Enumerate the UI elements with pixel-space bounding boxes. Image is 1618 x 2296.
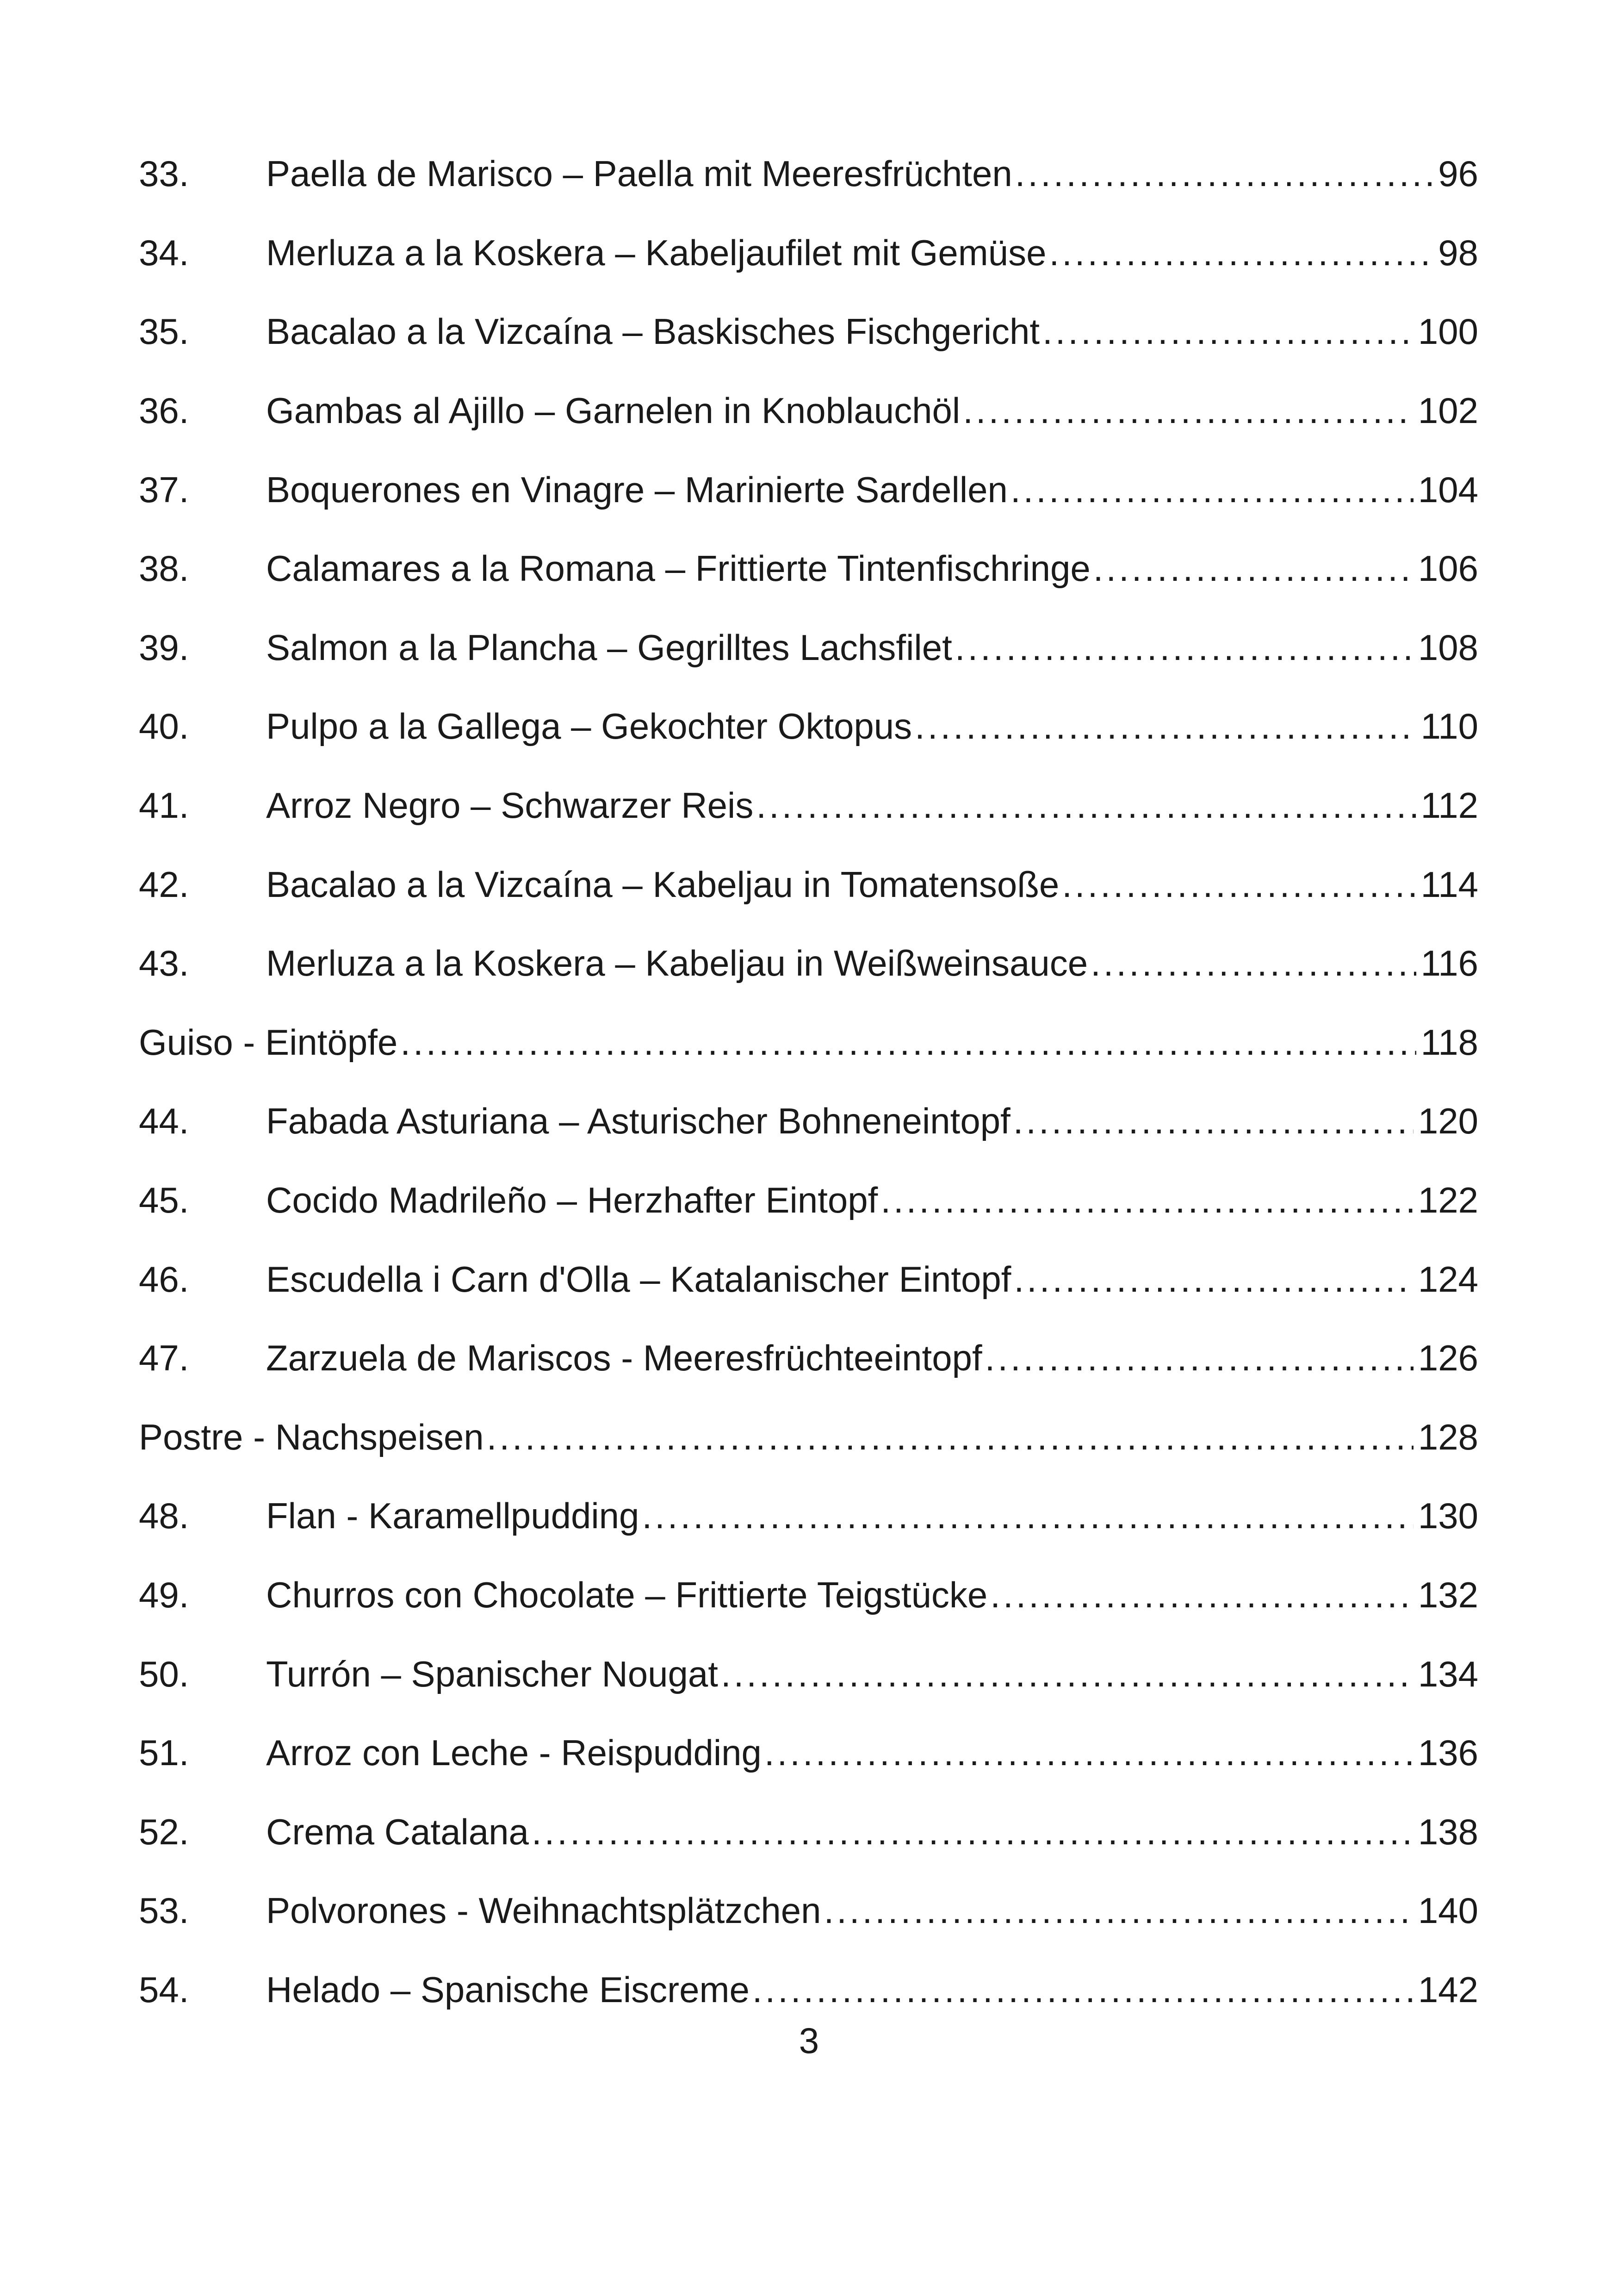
toc-entry xyxy=(139,213,1478,292)
toc-entry-number: 36. xyxy=(139,390,189,431)
toc-entry-page: 142 xyxy=(1418,1969,1478,2010)
dot-leader xyxy=(752,1972,1413,2008)
toc-entry-page: 110 xyxy=(1420,706,1478,747)
dot-leader xyxy=(955,629,1413,666)
dot-leader xyxy=(1049,235,1433,271)
toc-entry-page: 126 xyxy=(1418,1338,1478,1379)
toc-entry-page: 138 xyxy=(1418,1811,1478,1852)
dot-leader xyxy=(1010,472,1413,508)
toc-entry xyxy=(139,766,1478,845)
toc-entry-number: 54. xyxy=(139,1969,189,2010)
dot-leader xyxy=(824,1892,1413,1929)
toc-entry-title: Calamares a la Romana – Frittierte Tintenfischringe xyxy=(266,548,1091,589)
toc-entry-number: 42. xyxy=(139,864,189,905)
toc-entry-title: Arroz con Leche - Reispudding xyxy=(266,1732,762,1773)
toc-entry-title: Fabada Asturiana – Asturischer Bohneneintopf xyxy=(266,1101,1010,1142)
toc-entry-page: 112 xyxy=(1420,785,1478,826)
dot-leader xyxy=(1091,945,1416,981)
toc-entry-number: 38. xyxy=(139,548,189,589)
toc-entry-title: Helado – Spanische Eiscreme xyxy=(266,1969,750,2010)
dot-leader xyxy=(1042,313,1413,349)
toc-entry xyxy=(139,608,1478,687)
toc-entry xyxy=(139,1713,1478,1792)
toc-entry xyxy=(139,450,1478,529)
toc-entry-number: 37. xyxy=(139,469,189,510)
toc-entry-page: 108 xyxy=(1418,627,1478,668)
dot-leader xyxy=(963,392,1413,429)
toc-entry-number: 50. xyxy=(139,1653,189,1694)
toc-entry-number: 53. xyxy=(139,1890,189,1931)
toc-entry-title: Postre - Nachspeisen xyxy=(139,1416,484,1457)
toc-entry-number: 35. xyxy=(139,311,189,352)
toc-entry-page: 120 xyxy=(1418,1101,1478,1142)
toc-entry-number: 52. xyxy=(139,1811,189,1852)
toc-entry-title: Crema Catalana xyxy=(266,1811,529,1852)
table-of-contents xyxy=(139,134,1478,2029)
toc-entry-title: Boquerones en Vinagre – Marinierte Sardellen xyxy=(266,469,1008,510)
toc-entry-title: Zarzuela de Mariscos - Meeresfrüchteeintopf xyxy=(266,1338,982,1379)
toc-entry xyxy=(139,1792,1478,1871)
toc-entry-page: 100 xyxy=(1418,311,1478,352)
toc-entry-title: Escudella i Carn d'Olla – Katalanischer Eintopf xyxy=(266,1258,1011,1300)
toc-entry xyxy=(139,1082,1478,1161)
toc-entry-number: 43. xyxy=(139,943,189,984)
toc-entry-number: 45. xyxy=(139,1180,189,1221)
toc-entry xyxy=(139,1161,1478,1240)
toc-entry xyxy=(139,134,1478,213)
toc-entry-page: 114 xyxy=(1420,864,1478,905)
toc-entry-title: Polvorones - Weihnachtsplätzchen xyxy=(266,1890,821,1931)
toc-entry-number: 33. xyxy=(139,153,189,194)
toc-entry xyxy=(139,371,1478,450)
toc-entry-number: 41. xyxy=(139,785,189,826)
toc-entry-page: 132 xyxy=(1418,1574,1478,1615)
dot-leader xyxy=(1093,550,1413,586)
toc-entry-page: 130 xyxy=(1418,1495,1478,1537)
toc-entry-number: 40. xyxy=(139,706,189,747)
toc-entry-number: 39. xyxy=(139,627,189,668)
toc-entry xyxy=(139,1634,1478,1713)
toc-entry-title: Pulpo a la Gallega – Gekochter Oktopus xyxy=(266,706,912,747)
toc-entry-number: 48. xyxy=(139,1495,189,1537)
toc-entry-title: Turrón – Spanischer Nougat xyxy=(266,1653,718,1694)
page-number: 3 xyxy=(799,2020,819,2061)
toc-entry-page: 122 xyxy=(1418,1180,1478,1221)
dot-leader xyxy=(756,787,1416,823)
toc-entry xyxy=(139,845,1478,924)
toc-entry-title: Churros con Chocolate – Frittierte Teigstücke xyxy=(266,1574,988,1615)
dot-leader xyxy=(400,1024,1416,1060)
dot-leader xyxy=(990,1577,1413,1613)
toc-entry-number: 47. xyxy=(139,1338,189,1379)
toc-entry-page: 134 xyxy=(1418,1653,1478,1694)
dot-leader xyxy=(880,1182,1413,1218)
toc-entry-title: Bacalao a la Vizcaína – Kabeljau in Tomatensoße xyxy=(266,864,1060,905)
toc-entry xyxy=(139,1476,1478,1556)
toc-entry-page: 106 xyxy=(1418,548,1478,589)
toc-entry-number: 34. xyxy=(139,232,189,273)
toc-entry-page: 128 xyxy=(1418,1416,1478,1457)
dot-leader xyxy=(487,1419,1413,1455)
toc-section-heading xyxy=(139,1003,1478,1082)
toc-section-heading xyxy=(139,1398,1478,1477)
toc-entry xyxy=(139,1319,1478,1398)
toc-entry-page: 124 xyxy=(1418,1258,1478,1300)
toc-entry xyxy=(139,1239,1478,1319)
toc-entry-title: Bacalao a la Vizcaína – Baskisches Fischgericht xyxy=(266,311,1040,352)
toc-entry-title: Merluza a la Koskera – Kabeljaufilet mit Gemüse xyxy=(266,232,1047,273)
toc-entry-number: 46. xyxy=(139,1258,189,1300)
toc-entry-number: 51. xyxy=(139,1732,189,1773)
dot-leader xyxy=(1014,1261,1413,1297)
toc-entry-title: Merluza a la Koskera – Kabeljau in Weißweinsauce xyxy=(266,943,1088,984)
dot-leader xyxy=(532,1814,1413,1850)
toc-entry-page: 118 xyxy=(1420,1021,1478,1063)
toc-entry-title: Salmon a la Plancha – Gegrilltes Lachsfilet xyxy=(266,627,952,668)
toc-entry-page: 140 xyxy=(1418,1890,1478,1931)
toc-entry-title: Gambas al Ajillo – Garnelen in Knoblauchöl xyxy=(266,390,961,431)
dot-leader xyxy=(764,1735,1413,1771)
dot-leader xyxy=(1062,866,1416,902)
toc-entry xyxy=(139,924,1478,1003)
dot-leader xyxy=(915,708,1416,744)
toc-entry xyxy=(139,1871,1478,1950)
dot-leader xyxy=(642,1498,1413,1534)
toc-entry-page: 98 xyxy=(1438,232,1478,273)
toc-entry-title: Cocido Madrileño – Herzhafter Eintopf xyxy=(266,1180,878,1221)
dot-leader xyxy=(721,1656,1413,1692)
dot-leader xyxy=(1015,156,1433,192)
toc-entry-title: Flan - Karamellpudding xyxy=(266,1495,639,1537)
toc-entry-page: 136 xyxy=(1418,1732,1478,1773)
toc-entry-page: 116 xyxy=(1420,943,1478,984)
toc-entry-title: Paella de Marisco – Paella mit Meeresfrüchten xyxy=(266,153,1012,194)
toc-entry xyxy=(139,529,1478,608)
toc-entry-number: 49. xyxy=(139,1574,189,1615)
toc-entry xyxy=(139,687,1478,766)
toc-entry xyxy=(139,1950,1478,2029)
toc-entry xyxy=(139,1556,1478,1635)
toc-entry-page: 102 xyxy=(1418,390,1478,431)
dot-leader xyxy=(985,1340,1413,1376)
toc-entry-page: 96 xyxy=(1438,153,1478,194)
toc-entry-number: 44. xyxy=(139,1101,189,1142)
toc-entry-title: Arroz Negro – Schwarzer Reis xyxy=(266,785,754,826)
dot-leader xyxy=(1013,1103,1413,1139)
toc-entry-page: 104 xyxy=(1418,469,1478,510)
toc-entry-title: Guiso - Eintöpfe xyxy=(139,1021,398,1063)
toc-entry xyxy=(139,292,1478,371)
